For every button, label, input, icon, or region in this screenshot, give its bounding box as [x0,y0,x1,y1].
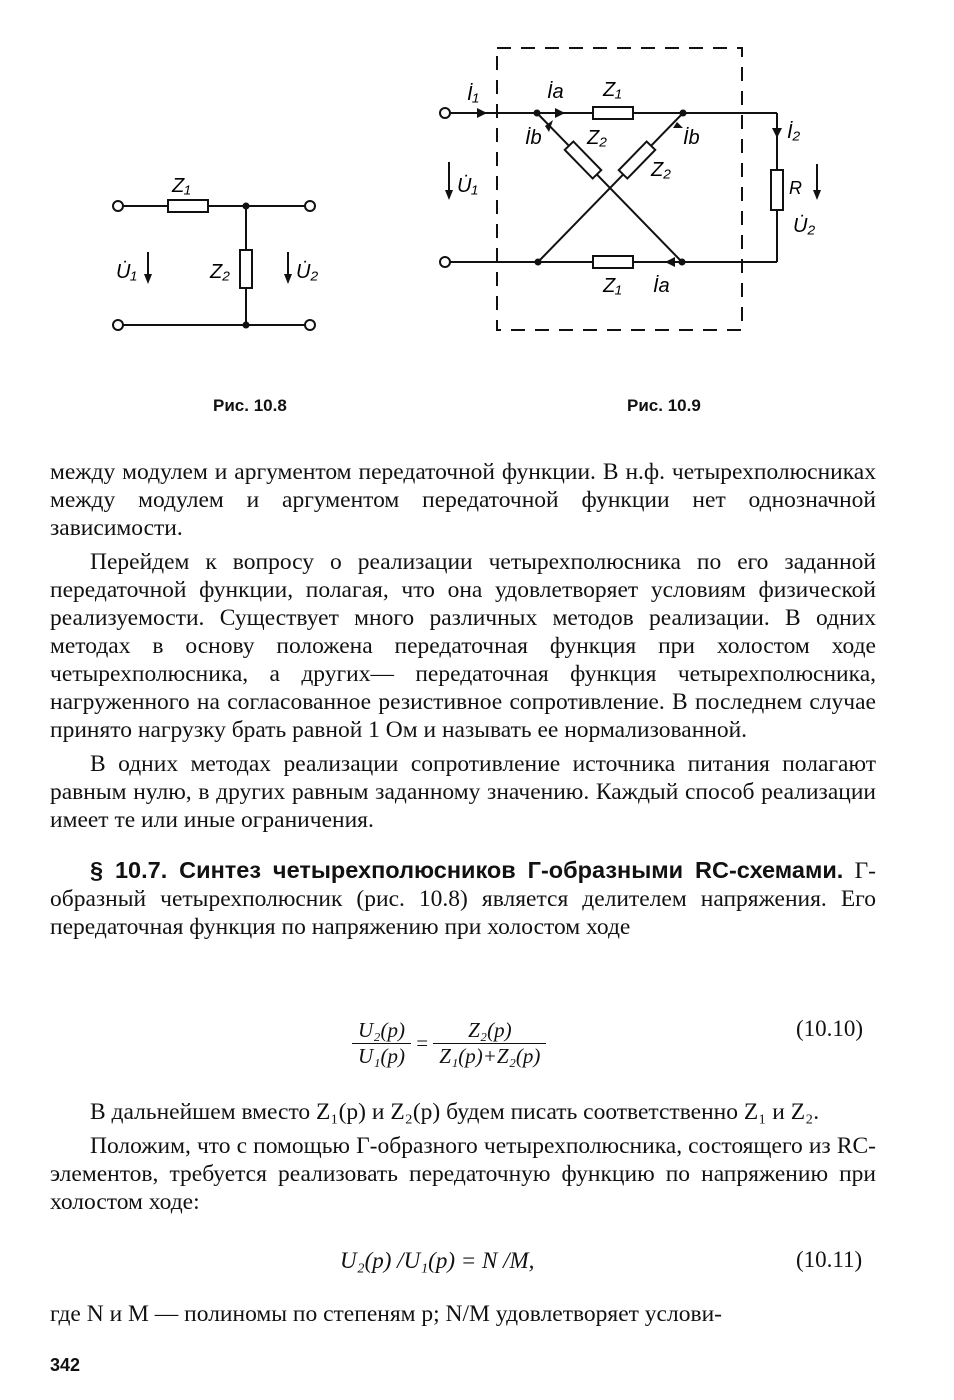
paragraph-7: где N и M — полиномы по степеням p; N/M удовлетворяет услови- [50,1301,722,1327]
terminal-out-top [305,201,315,211]
label-z2-left: Z₂ [587,127,607,149]
terminal-out-bottom [305,320,315,330]
section-paragraph [50,856,876,941]
caption-fig-10-8: Рис. 10.8 [213,396,287,415]
label-u1: U̇₁ [116,261,137,283]
label-i2: İ₂ [787,121,801,143]
label-ib-right: İb [683,127,700,149]
label-ia-bottom: İa [653,275,670,297]
eq1010-lhs-num: U₂(p) [352,1018,411,1044]
text-block-1 [50,458,876,941]
section-heading: § 10.7. Синтез четырехполюсников Г-образными RC-схемами. [90,857,844,883]
resistor-z1-top [593,107,633,119]
label-u1: U̇₁ [457,175,478,197]
label-z2: Z₂ [210,261,230,283]
page-number: 342 [50,1355,81,1375]
label-z1-bottom: Z₁ [603,275,622,297]
paragraph-6: Положим, что с помощью Г-образного четырехполюсника, состоящего из RC-элементов, требуется реализовать передаточную функцию по напряжению при холостом ходе: [50,1133,876,1215]
equation-number-10-11: (10.11) [796,1247,863,1272]
label-z1: Z₁ [172,175,191,197]
eq1010-rhs [433,1018,546,1069]
eq1010-lhs [352,1018,411,1069]
resistor-z2 [240,250,252,288]
label-z1-top: Z₁ [603,79,622,101]
resistor-r [771,170,783,210]
text-block-3 [50,1300,876,1328]
figure-10-9 [425,40,845,345]
equation-10-11: U₂(p) /U₁(p) = N /M, [340,1248,535,1273]
paragraph-2: Перейдем к вопросу о реализации четырехполюсника по его заданной передаточной функции, полагая, что она удовлетворяет условиям физической реализуемости. Существует много различных методов реализации. В одних методах в основу положена передаточная функция при холостом ходе четырехполюсника, а других— передаточная функция четырехполюсника, нагруженного на согласованное резистивное сопротивление. В последнем случае принято нагрузку брать равной 1 Ом и называть ее нормализованной. [50,549,876,743]
label-i1: İ₁ [467,83,479,105]
eq1010-lhs-den: U₁(p) [358,1044,405,1068]
eq1010-rhs-den: Z₁(p)+Z₂(p) [439,1044,541,1068]
terminal-in-bottom [440,257,450,267]
label-z2-right: Z₂ [651,159,671,181]
caption-fig-10-9: Рис. 10.9 [627,396,701,415]
label-u2: U̇₂ [793,215,816,237]
terminal-in-top [113,201,123,211]
label-r: R [789,178,802,198]
equation-10-10: $\frac{\text{U₂(p)}}{\text{U₁(p)}}$ = $\frac{\text{Z₂(p)}}{\text{Z₁(p)+Z₂(p)}}$ [352,1018,546,1069]
figure-10-8 [100,160,340,340]
resistor-z1 [168,200,208,212]
label-ia-top: İa [547,81,564,103]
equation-number-10-10: (10.10) [796,1016,864,1041]
resistor-z1-bottom [593,256,633,268]
terminal-in-bottom [113,320,123,330]
paragraph-1: между модулем и аргументом передаточной функции. В н.ф. четырехполюсниках между модулем и аргументом передаточной функции нет однозначной зависимости. [50,459,876,541]
resistor-z2-right [619,141,655,178]
eq1010-rhs-num: Z₂(p) [433,1018,546,1044]
label-ib-left: İb [525,127,542,149]
label-u2: U̇₂ [296,261,319,283]
paragraph-4: Г-образный четырехполюсник (рис. 10.8) является делителем напряжения. Его передаточная функция по напряжению при холостом ходе [50,858,877,940]
paragraph-5: В дальнейшем вместо Z₁(p) и Z₂(p) будем писать соответственно Z₁ и Z₂. [90,1099,820,1125]
text-block-2 [50,1098,876,1216]
terminal-in-top [440,108,450,118]
paragraph-3: В одних методах реализации сопротивление источника питания полагают равным нулю, в других равным заданному значению. Каждый способ реализации имеет те или иные ограничения. [50,751,876,833]
